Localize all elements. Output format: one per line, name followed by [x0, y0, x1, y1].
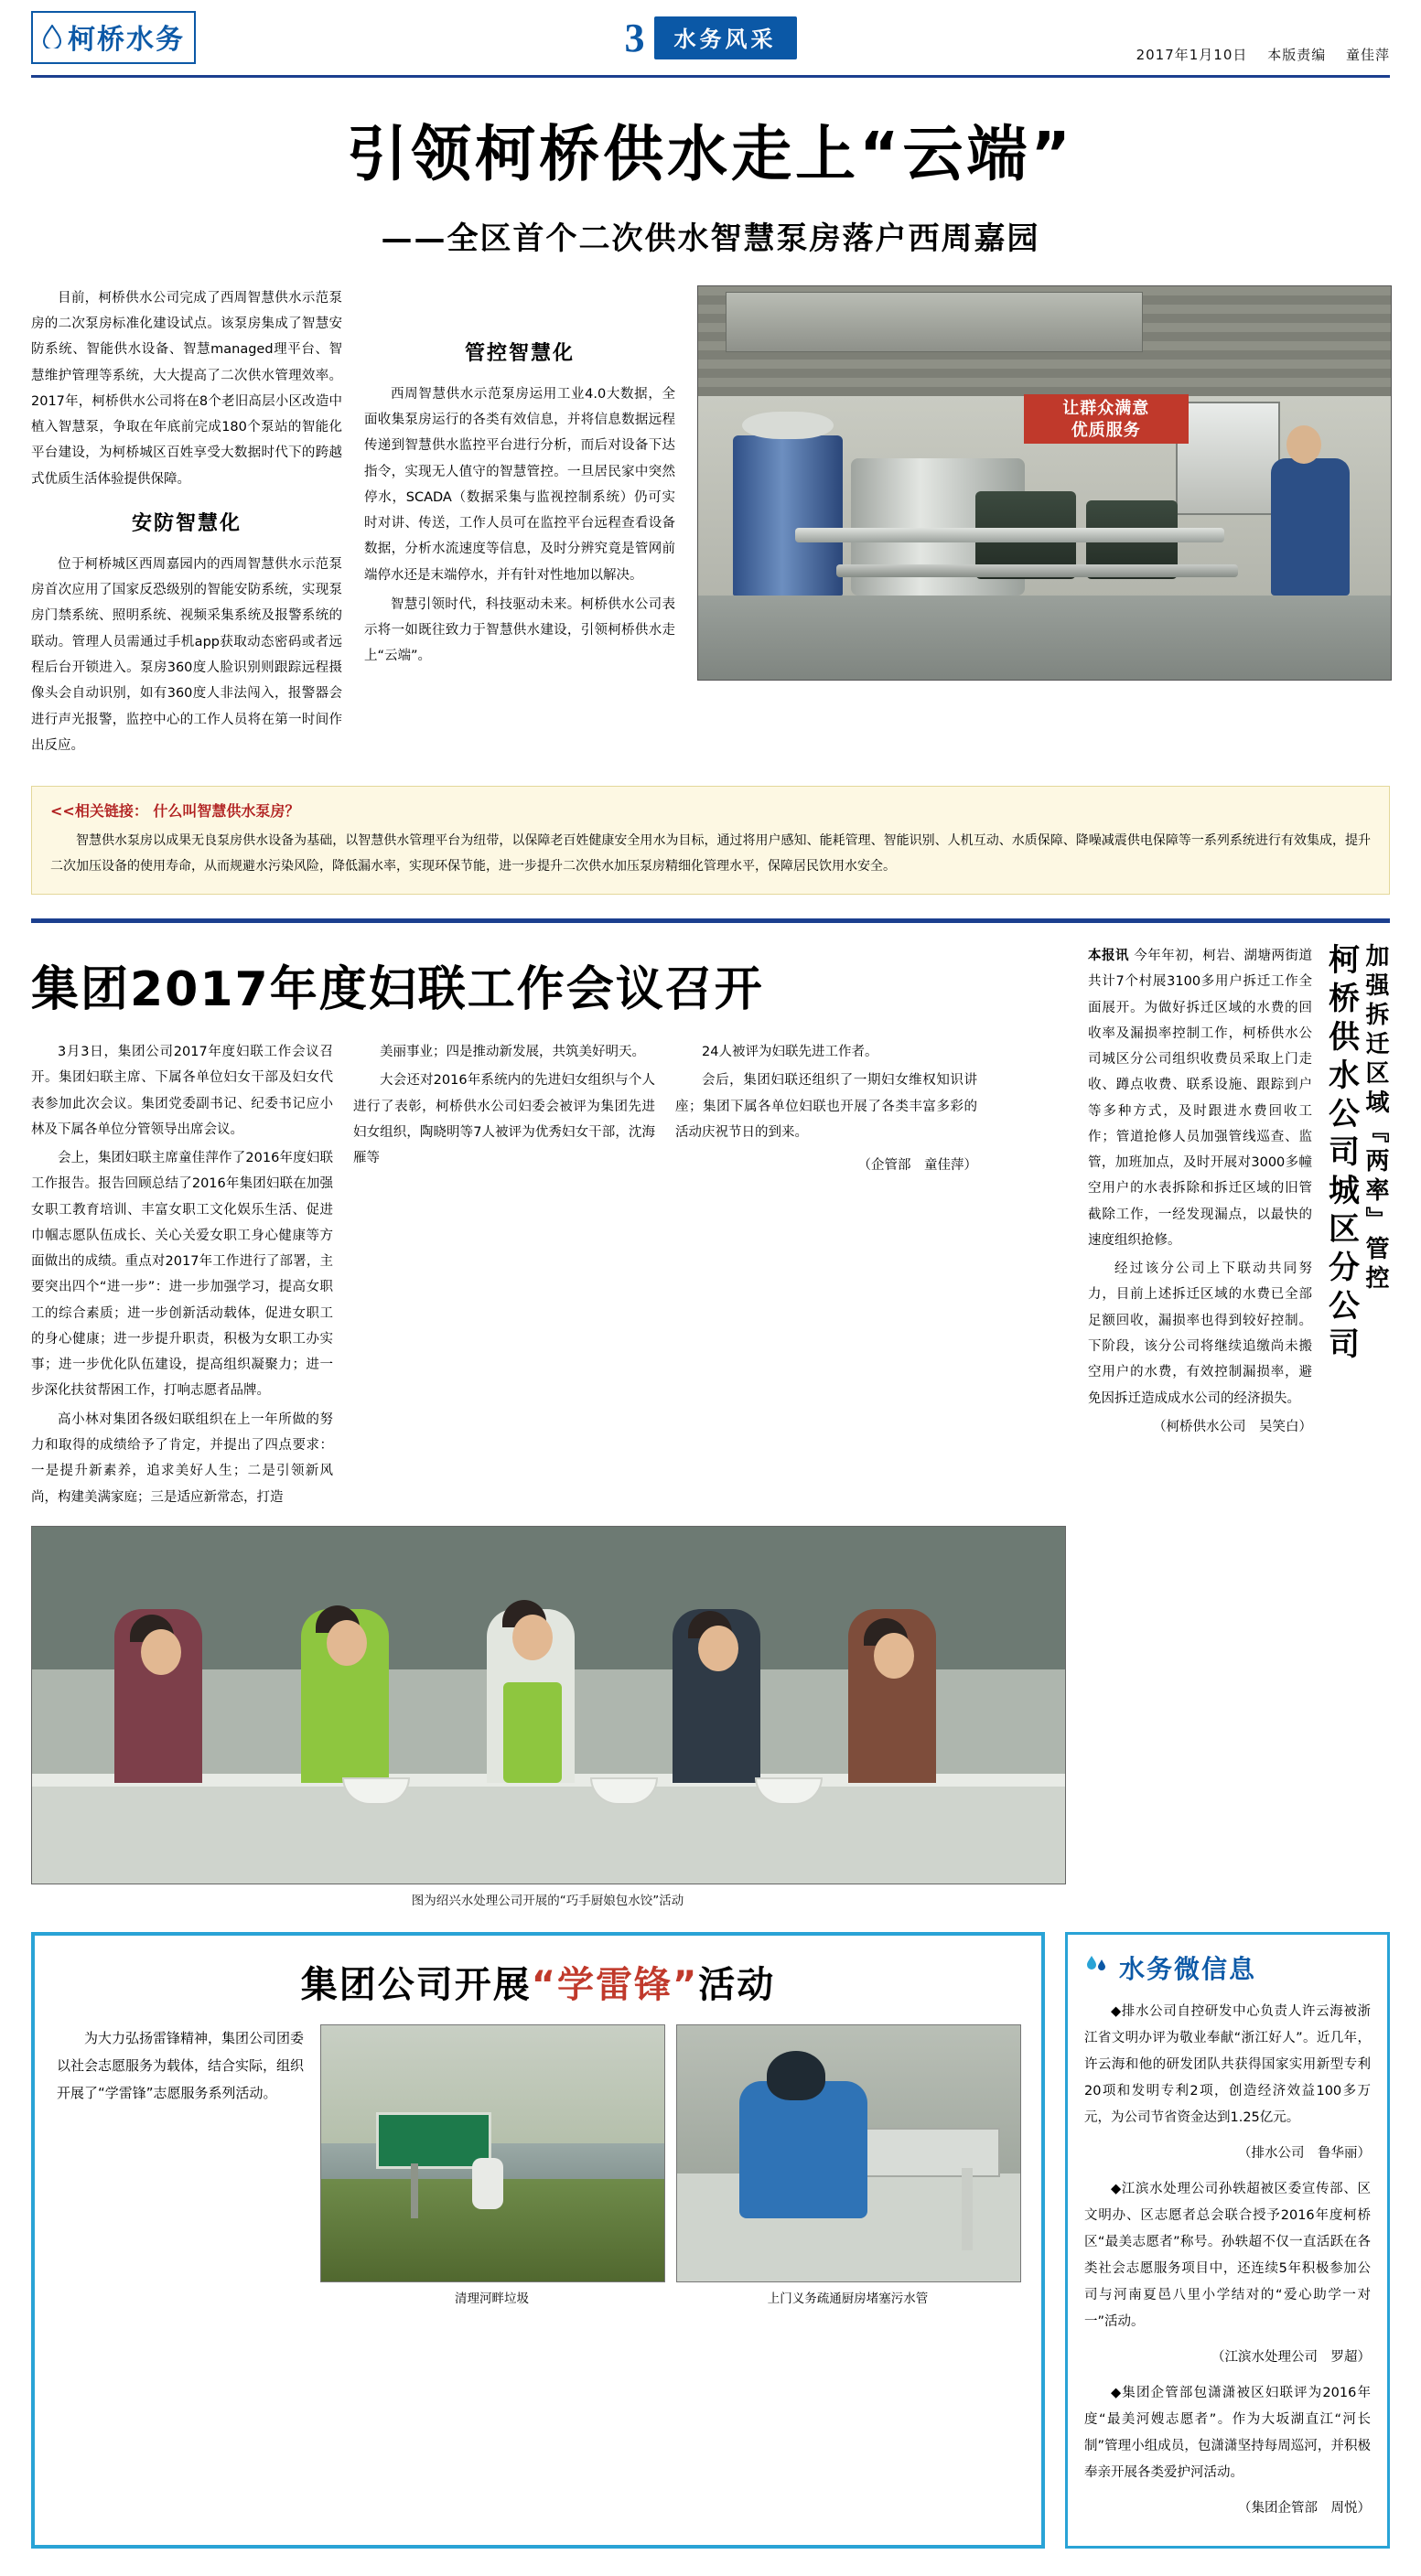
subheading-security: 安防智慧化 — [131, 512, 242, 536]
mid-article — [31, 943, 1064, 1908]
paragraph: 智慧引领时代，科技驱动未来。柯桥供水公司表示将一如既往致力于智慧供水建设，引领柯桥供水走上“云端”。 — [364, 596, 675, 664]
masthead-center — [625, 15, 797, 61]
editor-label: 本版责编 — [1267, 47, 1327, 63]
mid-article-title: 集团2017年度妇联工作会议召开 — [31, 962, 764, 1018]
link-box-question: 什么叫智慧供水泵房？ — [153, 802, 300, 821]
vertical-title-main: 柯桥供水公司城区分公司 — [1322, 943, 1360, 1367]
paragraph: 经过该分公司上下联动共同努力，目前上述拆迁区域的水费已全部足额回收，漏损率也得到较好控制。下阶段，该分公司将继续追缴尚未搬空用户的水费，有效控制漏损率，避免因拆迁造成成水公司的经济损失。 — [1088, 1261, 1312, 1406]
paragraph: 西周智慧供水示范泵房运用工业4.0大数据，全面收集泵房运行的各类有效信息，并将信息数据远程传递到智慧供水监控平台进行分析，而后对设备下达指令，实现无人值守的智慧管控。一旦居民家中突然停水，SCADA（数据采集与监视控制系统）仍可实时对讲、传送，工作人员可在监控平台远程查看设备数据，分析水流速度等信息，及时分辨究竟是管网前端停水还是末端停水，并有针对性地加以解决。 — [364, 386, 675, 583]
photo-river-cleanup — [320, 2024, 663, 2306]
river-cleanup-image — [320, 2024, 665, 2282]
water-drop-icon — [42, 25, 62, 48]
mid-right-body — [1088, 943, 1312, 1547]
dumpling-activity-photo — [31, 1526, 1066, 1884]
lei-feng-photos — [320, 2024, 1019, 2306]
wechat-item-signature: （江滨水处理公司 罗超） — [1211, 2349, 1371, 2365]
wechat-item: ◆集团企管部包潇潇被区妇联评为2016年度“最美河嫂志愿者”。作为大坂湖直江“河长制”管理小组成员，包潇潇坚持每周巡河，并积极奉亲开展各类爱护河活动。 — [1084, 2385, 1371, 2480]
paragraph: 会上，集团妇联主席童佳萍作了2016年度妇联工作报告。报告回顾总结了2016年集团妇联在加强女职工教育培训、丰富女职工文化娱乐生活、促进巾帼志愿队伍成长、关心关爱女职工身心健康等方面做出的成绩。重点对2017年工作进行了部署，主要突出四个“进一步”：进一步加强学习，提高女职工的综合素质；进一步创新活动载体，促进女职工的身心健康；进一步提升职责，积极为女职工办实事；进一步优化队伍建设，提高组织凝聚力；进一步深化扶贫帮困工作，打响志愿者品牌。 — [31, 1151, 333, 1399]
mid-right-article — [1088, 943, 1390, 1547]
wechat-item: ◆排水公司自控研发中心负责人许云海被浙江省文明办评为敬业奉献“浙江好人”。近几年，许云海和他的研发团队共获得国家实用新型专利20项和发明专利2项，创造经济效益100多万元，为公司节省资金达到1.25亿元。 — [1084, 2003, 1371, 2125]
paragraph: 会后，集团妇联还组织了一期妇女维权知识讲座；集团下属各单位妇联也开展了各类丰富多彩的活动庆祝节日的到来。 — [675, 1073, 977, 1140]
wechat-item-signature: （排水公司 鲁华丽） — [1238, 2145, 1371, 2161]
photo-pipe-service — [676, 2024, 1019, 2306]
photo-caption: 清理河畔垃圾 — [455, 2291, 529, 2306]
related-link-box — [31, 786, 1390, 895]
title-part-highlight: “学雷锋” — [531, 1963, 699, 2006]
top-article-body — [31, 285, 1390, 762]
publication-name: 柯桥水务 — [68, 24, 185, 56]
title-part-2: 活动 — [698, 1963, 776, 2006]
link-box-lead: <<相关链接： — [50, 802, 148, 821]
mid-column-1 — [31, 1039, 333, 1513]
wechat-info-title — [1084, 1949, 1371, 1986]
top-photo-column — [697, 285, 1390, 681]
wechat-info-box — [1065, 1932, 1390, 2549]
top-column-1 — [31, 285, 342, 762]
lei-feng-title — [57, 1956, 1019, 2008]
editor-name: 童佳萍 — [1345, 47, 1390, 63]
middle-section — [31, 943, 1390, 1908]
pipe-service-image — [676, 2024, 1021, 2282]
link-box-body: 智慧供水泵房以成果无良泵房供水设备为基础，以智慧供水管理平台为纽带，以保障老百姓健康安全用水为目标，通过将用户感知、能耗管理、智能识别、人机互动、水质保障、降噪减震供电保障等一系列系统进行有效集成，提升二次加压设备的使用寿命，从而规避水污染风险，降低漏水率，实现环保节能，进一步提升二次供水加压泵房精细化管理水平，保障居民饮用水安全。 — [50, 833, 1371, 875]
masthead — [31, 0, 1390, 78]
photo-caption: 上门义务疏通厨房堵塞污水管 — [767, 2291, 929, 2306]
paragraph: 大会还对2016年系统内的先进妇女组织与个人进行了表彰，柯桥供水公司妇委会被评为集团先进妇女组织，陶晓明等7人被评为优秀妇女干部，沈海雁等 — [353, 1073, 655, 1166]
news-tag: 本报讯 — [1088, 949, 1130, 964]
mid-article-columns — [31, 1039, 1064, 1513]
subtitle: ——全区首个二次供水智慧泵房落户西周嘉园 — [381, 220, 1040, 257]
byline: （企管部 童佳萍） — [857, 1158, 977, 1174]
paragraph: 为大力弘扬雷锋精神，集团公司团委以社会志愿服务为载体，结合实际，组织开展了“学雷锋”志愿服务系列活动。 — [57, 2029, 305, 2101]
paragraph: 位于柯桥城区西周嘉园内的西周智慧供水示范泵房首次应用了国家反恐级别的智能安防系统，实现泵房门禁系统、照明系统、视频采集系统及报警系统的联动。管理人员需通过手机app获取动态密码或者远程后台开锁进入。泵房360度人脸识别则跟踪远程摄像头会自动识别，如有360度人非法闯入，报警器会进行声光报警，监控中心的工作人员将在第一时间作出反应。 — [31, 556, 342, 753]
title-part-1: 集团公司开展 — [300, 1963, 532, 2006]
pump-room-photo — [697, 285, 1392, 681]
signature: （柯桥供水公司 吴笑白） — [1153, 1419, 1312, 1434]
water-drops-icon — [1084, 1952, 1112, 1982]
lei-feng-content — [57, 2024, 1019, 2306]
masthead-meta — [1122, 45, 1390, 64]
paragraph: 高小林对集团各级妇联组织在上一年所做的努力和取得的成绩给予了肯定，并提出了四点要求：一是提升新素养，追求美好人生；二是引领新风尚，构建美满家庭；三是适应新常态，打造 — [31, 1411, 333, 1505]
wechat-info-title-text: 水务微信息 — [1119, 1953, 1257, 1984]
photo-caption: 图为绍兴水处理公司开展的“巧手厨娘包水饺”活动 — [411, 1893, 684, 1908]
photo-banner-text: 让群众满意 优质服务 — [1024, 394, 1189, 444]
paragraph: 目前，柯桥供水公司完成了西周智慧供水示范泵房的二次泵房标准化建设试点。该泵房集成了智慧安防系统、智能供水设备、智慧managed理平台、智慧维护管理等系统，大大提高了二次供水管理效率。2017年，柯桥供水公司将在8个老旧高层小区改造中植入智慧泵，争取在年底前完成180个泵站的智能化平台建设，为柯桥城区百姓享受大数据时代下的跨越式优质生活体验提供保障。 — [31, 290, 342, 487]
section-title: 水务风采 — [654, 16, 797, 59]
mid-column-2 — [353, 1039, 655, 1513]
wechat-item: ◆江滨水处理公司孙轶超被区委宣传部、区文明办、区志愿者总会联合授予2016年度柯桥区“最美志愿者”称号。孙轶超不仅一直活跃在各类社会志愿服务项目中，还连续5年积极参加公司与河南夏邑八里小学结对的“爱心助学一对一”活动。 — [1084, 2181, 1371, 2329]
publication-logo — [31, 11, 196, 64]
paragraph: 3月3日，集团公司2017年度妇联工作会议召开。集团妇联主席、下属各单位妇女干部及妇女代表参加此次会议。集团党委副书记、纪委书记应小林及下属各单位分管领导出席会议。 — [31, 1045, 333, 1137]
section-divider — [31, 918, 1390, 923]
link-box-title — [50, 800, 1371, 821]
lei-feng-text — [57, 2024, 304, 2306]
page-number: 3 — [624, 15, 645, 60]
paragraph — [1088, 943, 1312, 1253]
bottom-section — [31, 1932, 1390, 2549]
paragraph: 24人被评为妇联先进工作者。 — [702, 1045, 878, 1060]
mid-column-3 — [675, 1039, 977, 1513]
paragraph-text: 今年年初，柯岩、湖塘两街道共计7个村展3100多用户拆迁工作全面展开。为做好拆迁区域的水费的回收率及漏损率控制工作，柯桥供水公司城区分公司组织收费员采取上门走收、蹲点收费、联系设施、跟踪到户等多种方式，及时跟进水费回收工作；管道抢修人员加强管线巡查、监管，加班加点，及时开展对3000多幢空用户的水表拆除和拆迁区域的旧管截除工作，一经发现漏点，以最快的速度组织抢修。 — [1088, 949, 1313, 1248]
issue-date: 2017年1月10日 — [1136, 47, 1248, 63]
vertical-title-group — [1321, 943, 1390, 1547]
lei-feng-box — [31, 1932, 1045, 2549]
page-title: 引领柯桥供水走上“云端” — [347, 119, 1074, 189]
subheading-control: 管控智慧化 — [464, 341, 575, 365]
paragraph: 美丽事业；四是推动新发展，共筑美好明天。 — [380, 1045, 645, 1060]
wechat-item-signature: （集团企管部 周悦） — [1238, 2500, 1371, 2516]
vertical-title-sub: 加强拆迁区域『两率』管控 — [1362, 943, 1389, 1295]
top-article-header — [31, 120, 1390, 258]
top-column-2 — [364, 285, 675, 673]
